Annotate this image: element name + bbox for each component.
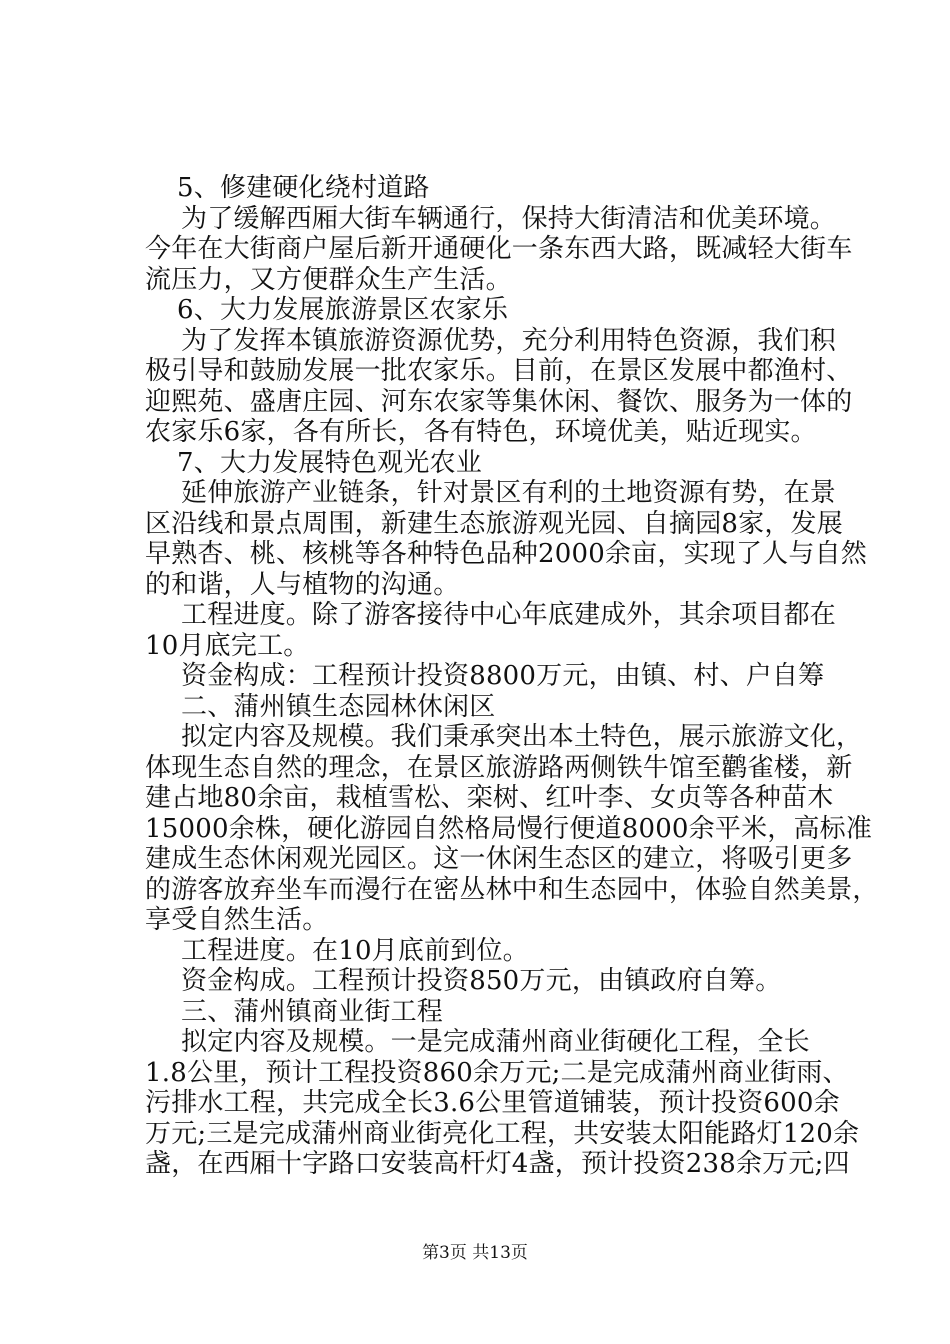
text-line: 享受自然生活。 [145, 905, 329, 935]
text-line: 6、大力发展旅游景区农家乐 [177, 295, 509, 325]
text-line: 拟定内容及规模。一是完成蒲州商业街硬化工程，全长 [181, 1027, 810, 1057]
text-line: 体现生态自然的理念，在景区旅游路两侧铁牛馆至鹳雀楼，新 [145, 752, 853, 783]
document-body [145, 173, 879, 1180]
text-line: 万元;三是完成蒲州商业街亮化工程，共安装太阳能路灯120余 [145, 1118, 860, 1149]
text-line: 1.8公里，预计工程投资860余万元;二是完成蒲州商业街雨、 [145, 1057, 849, 1088]
text-line: 今年在大街商户屋后新开通硬化一条东西大路，既减轻大街车 [145, 234, 853, 264]
text-line: 的和谐，人与植物的沟通。 [145, 569, 460, 600]
text-line: 工程进度。在10月底前到位。 [181, 935, 529, 966]
text-line: 污排水工程，共完成全长3.6公里管道铺装，预计投资600余 [145, 1088, 840, 1118]
page-footer: 第3页 共13页 [422, 1243, 528, 1263]
text-line: 拟定内容及规模。我们秉承突出本土特色，展示旅游文化， [181, 722, 863, 752]
text-line: 二、蒲州镇生态园林休闲区 [181, 691, 496, 722]
text-line: 7、大力发展特色观光农业 [177, 447, 482, 478]
text-line: 为了发挥本镇旅游资源优势，充分利用特色资源，我们积 [181, 325, 837, 356]
text-line: 资金构成。工程预计投资850万元，由镇政府自筹。 [181, 966, 782, 996]
text-line: 的游客放弃坐车而漫行在密丛林中和生态园中，体验自然美景， [145, 874, 879, 905]
text-line: 延伸旅游产业链条，针对景区有利的土地资源有势，在景 [181, 478, 837, 508]
text-line: 流压力，又方便群众生产生活。 [145, 264, 512, 295]
text-line: 区沿线和景点周围，新建生态旅游观光园、自摘园8家，发展 [145, 508, 843, 539]
text-line: 三、蒲州镇商业街工程 [181, 996, 444, 1027]
text-line: 为了缓解西厢大街车辆通行，保持大街清洁和优美环境。 [181, 203, 837, 234]
text-line: 早熟杏、桃、核桃等各种特色品种2000余亩，实现了人与自然 [145, 539, 867, 569]
text-line: 资金构成：工程预计投资8800万元，由镇、村、户自筹 [181, 661, 825, 691]
text-line: 建成生态休闲观光园区。这一休闲生态区的建立，将吸引更多 [145, 844, 853, 874]
text-line: 工程进度。除了游客接待中心年底建成外，其余项目都在 [181, 600, 837, 630]
text-line: 建占地80余亩，栽植雪松、栾树、红叶李、女贞等各种苗木 [145, 783, 834, 813]
text-line: 极引导和鼓励发展一批农家乐。目前，在景区发展中都渔村、 [145, 356, 853, 386]
text-line: 迎熙苑、盛唐庄园、河东农家等集休闲、餐饮、服务为一体的 [145, 386, 853, 417]
text-line: 5、修建硬化绕村道路 [177, 173, 430, 203]
text-line: 15000余株，硬化游园自然格局慢行便道8000余平米，高标准 [145, 813, 873, 844]
text-line: 盏，在西厢十字路口安装高杆灯4盏，预计投资238余万元;四 [145, 1149, 850, 1179]
text-line: 农家乐6家，各有所长，各有特色，环境优美，贴近现实。 [145, 417, 817, 447]
text-line: 10月底完工。 [145, 630, 310, 661]
